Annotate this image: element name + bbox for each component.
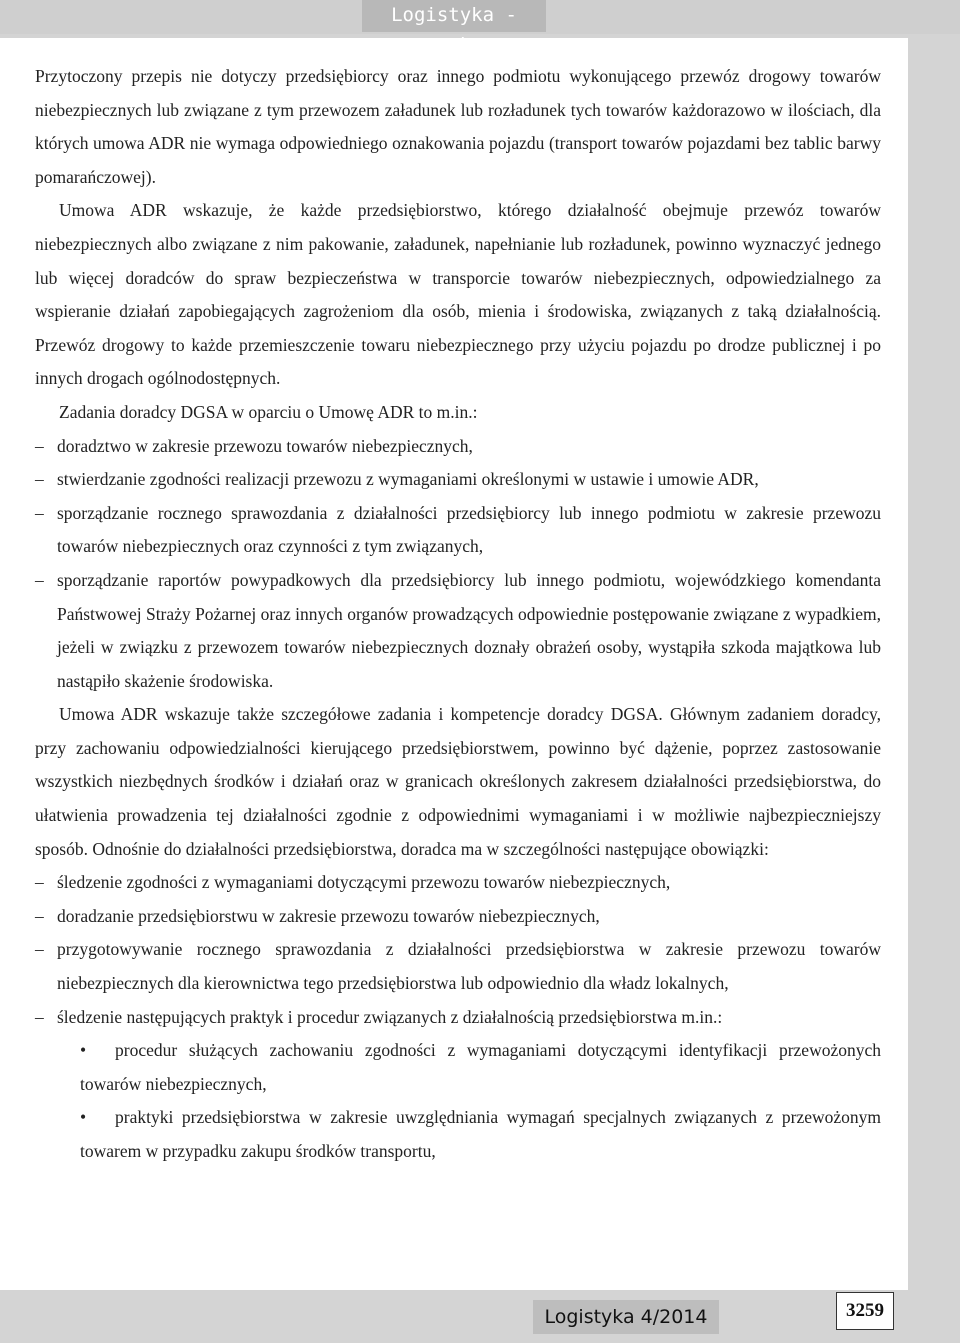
list-item-text: sporządzanie raportów powypadkowych dla przedsiębiorcy lub innego podmiotu, wojewódzkiego komendanta Państwowej Straży Pożarnej oraz innych organów prowadzących odpowiednie postępowanie związane z wypadkiem, jeżeli w związku z przewozem towarów niebezpiecznych doznały obrażeń osoby, wystąpiła szkoda majątkowa lub nastąpiło skażenie środowiska. [57,569,881,691]
document-page [0,38,908,1290]
footer-journal-issue: Logistyka 4/2014 [533,1300,719,1334]
list-item [35,900,881,934]
dgsa-duties-list [35,866,881,1034]
list-item-text: praktyki przedsiębiorstwa w zakresie uwzględniania wymagań specjalnych związanych z przewożonym towarem w przypadku zakupu środków transportu, [80,1107,881,1161]
list-item-text: śledzenie następujących praktyk i procedur związanych z działalnością przedsiębiorstwa m.in.: [57,1006,723,1027]
list-item-text: sporządzanie rocznego sprawozdania z działalności przedsiębiorcy lub innego podmiotu w zakresie przewozu towarów niebezpiecznych oraz czynności z tym związanych, [57,502,881,557]
dash-marker: – [35,502,44,523]
list-item [80,1101,881,1168]
practices-bullet-list [80,1034,881,1168]
journal-header-title: Logistyka - [362,0,546,32]
page-number: 3259 [836,1292,894,1330]
list-item-text: śledzenie zgodności z wymaganiami dotyczącymi przewozu towarów niebezpiecznych, [57,872,671,893]
list-item [35,933,881,1000]
bullet-marker: • [80,1107,87,1128]
paragraph-dgsa-duties: Umowa ADR wskazuje także szczegółowe zadania i kompetencje doradcy DGSA. Głównym zadaniem doradcy, przy zachowaniu odpowiedzialności kierującego przedsiębiorstwem, powinno być dążenie, poprzez zastosowanie wszystkich niezbędnych środków i działań oraz w granicach określonych zakresem działalności przedsiębiorstwa, do ułatwienia prowadzenia tej działalności zgodnie z odpowiednimi wymaganiami i w możliwie najbezpieczniejszy sposób. Odnośnie do działalności przedsiębiorstwa, doradca ma w szczególności następujące obowiązki: [35,704,881,859]
dash-marker: – [35,469,44,490]
dash-marker: – [35,872,44,893]
list-item [35,1001,881,1035]
list-item [35,866,881,900]
list-item [35,463,881,497]
page-footer [0,1290,960,1343]
dash-marker: – [35,905,44,926]
dgsa-tasks-list [35,430,881,699]
list-item [35,564,881,698]
dash-marker: – [35,435,44,456]
list-item [80,1034,881,1101]
article-body [35,60,881,1169]
header-bar [0,0,960,34]
list-item [35,430,881,464]
list-item-text: doradzanie przedsiębiorstwu w zakresie przewozu towarów niebezpiecznych, [57,905,600,926]
paragraph-adr-requirement: Umowa ADR wskazuje, że każde przedsiębiorstwo, którego działalność obejmuje przewóz towarów niebezpiecznych albo związane z nim pakowanie, załadunek, napełnianie lub rozładunek, powinno wyznaczyć jednego lub więcej doradców do spraw bezpieczeństwa w transporcie towarów niebezpiecznych, odpowiedzialnego za wspieranie działań zapobiegających zagrożeniom dla osób, mienia i środowiska, związanych z taką działalnością. Przewóz drogowy to każde przemieszczenie towaru niebezpiecznego przy użyciu pojazdu po drodze publicznej i po innych drogach ogólnodostępnych. [35,200,881,389]
list-item-text: stwierdzanie zgodności realizacji przewozu z wymaganiami określonymi w ustawie i umowie ADR, [57,469,759,490]
list-item-text: doradztwo w zakresie przewozu towarów niebezpiecznych, [57,435,473,456]
paragraph-dgsa-tasks-heading: Zadania doradcy DGSA w oparciu o Umowę ADR to m.in.: [59,401,478,422]
bullet-marker: • [80,1040,87,1061]
dash-marker: – [35,1006,44,1027]
dash-marker: – [35,569,44,590]
list-item [35,497,881,564]
list-item-text: procedur służących zachowaniu zgodności z wymaganiami dotyczącymi identyfikacji przewożonych towarów niebezpiecznych, [80,1040,881,1094]
dash-marker: – [35,939,44,960]
paragraph-intro: Przytoczony przepis nie dotyczy przedsiębiorcy oraz innego podmiotu wykonującego przewóz drogowy towarów niebezpiecznych lub związane z tym przewozem załadunek lub rozładunek tych towarów każdorazowo w ilościach, dla których umowa ADR nie wymaga odpowiedniego oznakowania pojazdu (transport towarów pojazdami bez tablic barwy pomarańczowej). [35,66,881,187]
list-item-text: przygotowywanie rocznego sprawozdania z działalności przedsiębiorstwa w zakresie przewozu towarów niebezpiecznych dla kierownictwa tego przedsiębiorstwa lub odpowiednio dla władz lokalnych, [57,939,881,994]
